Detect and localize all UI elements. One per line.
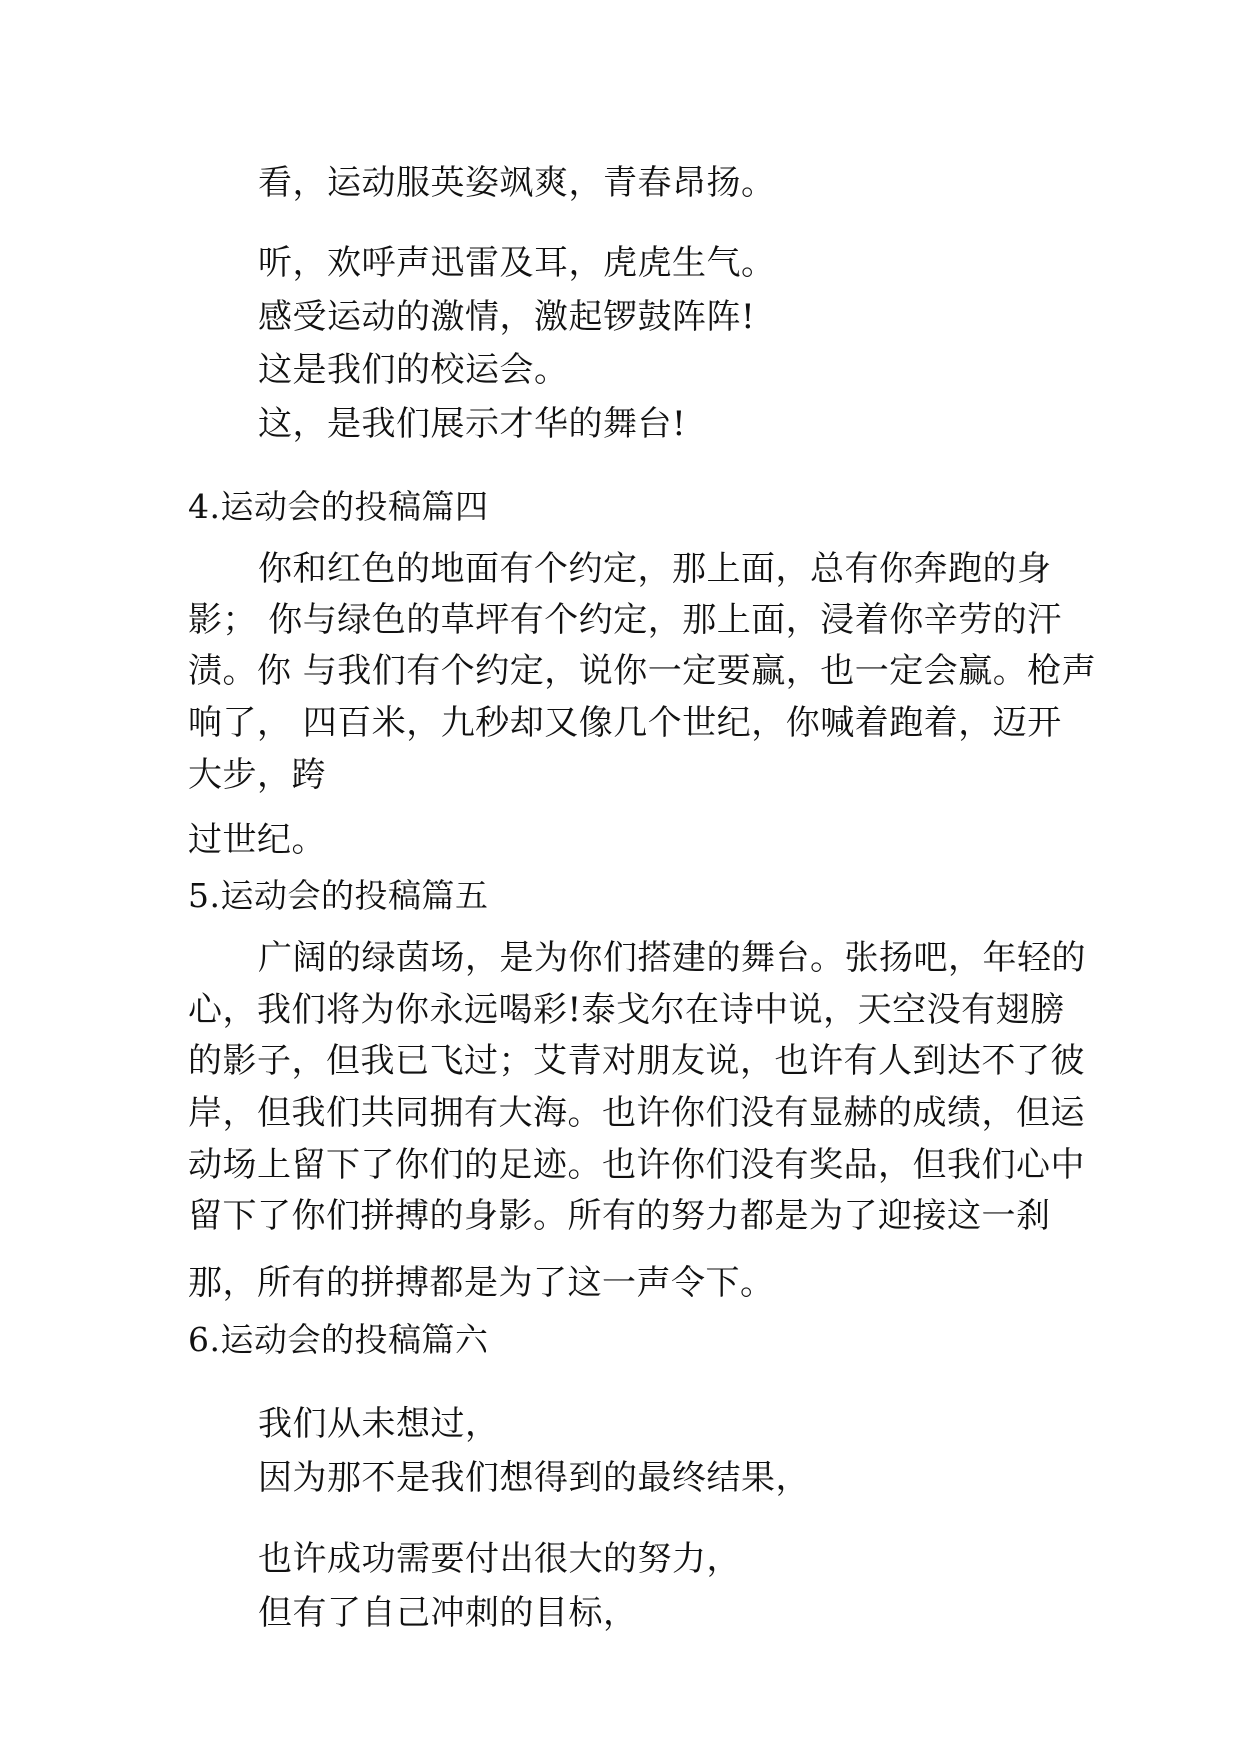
paragraph-line: 响了， 四百米，九秒却又像几个世纪，你喊着跑着，迈开: [188, 703, 1062, 743]
paragraph-line: 留下了你们拼搏的身影。所有的努力都是为了迎接这一刹: [188, 1196, 1051, 1236]
paragraph-line: 大步，跨: [188, 755, 326, 795]
paragraph-line: 渍。你 与我们有个约定，说你一定要赢，也一定会赢。枪声: [188, 651, 1097, 691]
poem-line: 这，是我们展示才华的舞台!: [258, 404, 687, 444]
paragraph-line: 影； 你与绿色的草坪有个约定，那上面，浸着你辛劳的汗: [188, 600, 1062, 640]
poem-line: 听，欢呼声迅雷及耳，虎虎生气。: [258, 243, 776, 283]
paragraph-line: 你和红色的地面有个约定，那上面，总有你奔跑的身: [258, 549, 1052, 589]
section-heading: 5.运动会的投稿篇五: [188, 876, 489, 915]
poem-line: 也许成功需要付出很大的努力，: [258, 1539, 741, 1579]
poem-line: 感受运动的激情，激起锣鼓阵阵!: [258, 297, 756, 337]
paragraph-line: 那，所有的拼搏都是为了这一声令下。: [188, 1263, 775, 1303]
poem-line: 我们从未想过，: [258, 1404, 500, 1444]
paragraph-line: 的影子，但我已飞过；艾青对朋友说，也许有人到达不了彼: [188, 1041, 1085, 1081]
paragraph-line: 广阔的绿茵场，是为你们搭建的舞台。张扬吧，年轻的: [258, 938, 1086, 978]
paragraph-line: 动场上留下了你们的足迹。也许你们没有奖品，但我们心中: [188, 1145, 1085, 1185]
paragraph-line: 岸，但我们共同拥有大海。也许你们没有显赫的成绩，但运: [188, 1093, 1085, 1133]
poem-line: 看，运动服英姿飒爽，青春昂扬。: [258, 163, 776, 203]
poem-line: 这是我们的校运会。: [258, 350, 569, 390]
poem-line: 因为那不是我们想得到的最终结果，: [258, 1458, 810, 1498]
paragraph-line: 过世纪。: [188, 820, 326, 860]
paragraph-line: 心，我们将为你永远喝彩!泰戈尔在诗中说，天空没有翅膀: [188, 990, 1065, 1030]
poem-line: 但有了自己冲刺的目标，: [258, 1593, 638, 1633]
section-heading: 4.运动会的投稿篇四: [188, 487, 489, 526]
section-heading: 6.运动会的投稿篇六: [188, 1320, 489, 1359]
